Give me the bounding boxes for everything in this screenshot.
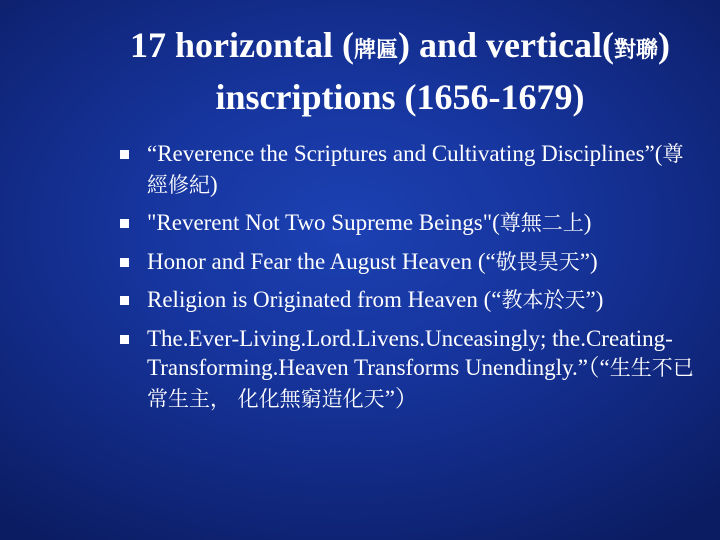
bullet-tail: ”) bbox=[579, 248, 598, 274]
square-bullet-icon bbox=[120, 150, 129, 159]
bullet-tail: ”) bbox=[585, 287, 604, 312]
square-bullet-icon bbox=[120, 335, 129, 344]
slide-title bbox=[95, 22, 705, 120]
bullet-cjk: 教本於天 bbox=[501, 288, 586, 312]
bullet-cjk: 生生不已常生主， 化化無窮造化天 bbox=[147, 356, 694, 411]
bullet-text: "Reverent Not Two Supreme Beings"( bbox=[147, 210, 500, 235]
title-cjk-2: 對聯 bbox=[613, 38, 658, 63]
bullet-list bbox=[114, 139, 704, 422]
title-cjk-1: 牌匾 bbox=[354, 38, 399, 63]
bullet-tail: ) bbox=[210, 171, 218, 197]
bullet-text: Honor and Fear the August Heaven (“ bbox=[147, 248, 496, 274]
bullet-tail: ) bbox=[583, 210, 592, 235]
bullet-text: Religion is Originated from Heaven (“ bbox=[147, 287, 502, 312]
bullet-item bbox=[114, 208, 704, 239]
bullet-cjk: 尊經修紀 bbox=[147, 142, 684, 197]
bullet-item bbox=[114, 324, 704, 415]
square-bullet-icon bbox=[120, 296, 129, 305]
title-text-1: 17 horizontal ( bbox=[130, 25, 354, 65]
bullet-text: “Reverence the Scriptures and Cultivating Disciplines”( bbox=[147, 141, 663, 166]
title-text-2: ) and vertical( bbox=[398, 25, 614, 65]
bullet-tail: ”） bbox=[384, 385, 418, 411]
title-text-3: ) inscriptions (1656-1679) bbox=[215, 25, 670, 117]
bullet-cjk: 敬畏昊天 bbox=[495, 249, 580, 274]
bullet-cjk: 尊無二上 bbox=[499, 211, 584, 235]
bullet-item bbox=[114, 247, 704, 278]
bullet-text: The.Ever-Living.Lord.Livens.Unceasingly; the.Creating-Transforming.Heaven Transforms Unendingly.”（“ bbox=[147, 325, 673, 380]
bullet-item bbox=[114, 139, 704, 200]
square-bullet-icon bbox=[120, 219, 129, 228]
square-bullet-icon bbox=[120, 258, 129, 267]
bullet-item bbox=[114, 285, 704, 316]
